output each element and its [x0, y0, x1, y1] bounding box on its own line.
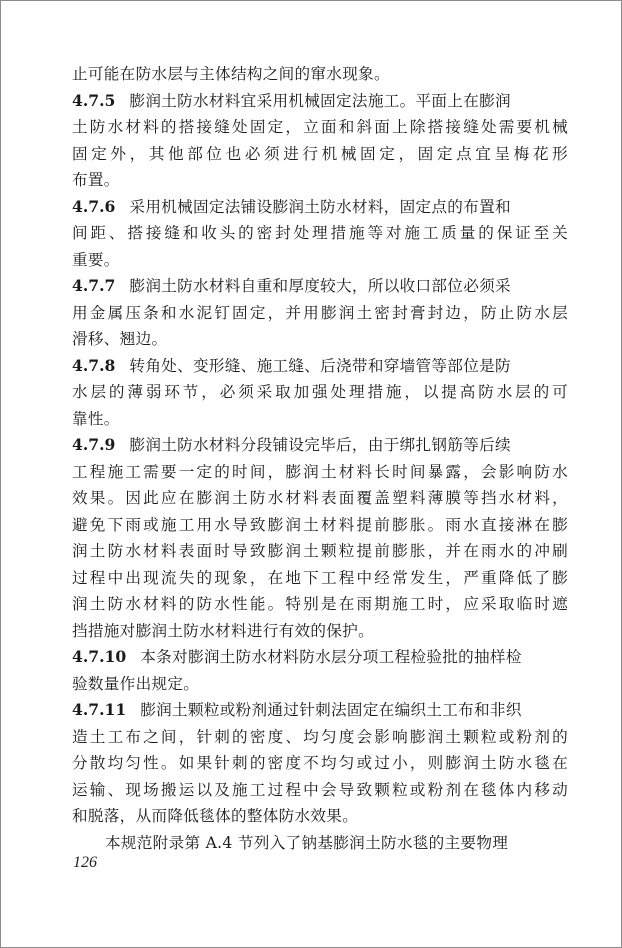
clause-line: 土防水材料的搭接缝处固定，立面和斜面上除搭接缝处需要机械	[72, 118, 568, 136]
clause-text: 膨润土防水材料自重和厚度较大，所以收口部位必须采	[129, 277, 511, 295]
clause-number: 4.7.8	[72, 355, 116, 375]
clause-first-line	[72, 194, 568, 221]
intro-line: 止可能在防水层与主体结构之间的窜水现象。	[72, 65, 390, 83]
clause-line: 运输、现场搬运以及施工过程中会导致颗粒或粉剂在毯体内移动	[72, 780, 568, 799]
clause-first-line	[72, 697, 568, 724]
clause-text: 采用机械固定法铺设膨润土防水材料，固定点的布置和	[129, 197, 511, 216]
clause-number: 4.7.11	[72, 700, 127, 719]
clause-line: 布置。	[72, 171, 120, 189]
clause-first-line	[72, 644, 568, 671]
clause-first-line	[72, 353, 568, 380]
clause-text: 转角处、变形缝、施工缝、后浇带和穿墙管等部位是防	[129, 356, 511, 375]
clause-line: 用金属压条和水泥钉固定，并用膨润土密封膏封边，防止防水层	[72, 303, 568, 322]
page-number: 126	[73, 854, 97, 871]
clause-line: 固定外，其他部位也必须进行机械固定，固定点宜呈梅花形	[72, 144, 568, 163]
clause-text: 本条对膨润土防水材料防水层分项工程检验批的抽样检	[140, 648, 522, 666]
clause-line: 间距、搭接缝和收头的密封处理措施等对施工质量的保证至关	[72, 224, 568, 242]
closing-line: 本规范附录第 A.4 节列入了钠基膨润土防水毯的主要物理	[105, 833, 509, 852]
body-text	[72, 61, 568, 856]
clause-text: 膨润土防水材料宜采用机械固定法施工。平面上在膨润	[129, 91, 511, 110]
clause-line: 水层的薄弱环节，必须采取加强处理措施，以提高防水层的可	[72, 383, 568, 401]
clause-line: 分散均匀性。如果针刺的密度不均匀或过小，则膨润土防水毯在	[72, 754, 568, 772]
clause-line: 避免下雨或施工用水导致膨润土材料提前膨胀。雨水直接淋在膨	[72, 515, 568, 534]
clause-number: 4.7.10	[72, 647, 127, 666]
clause-line: 润土防水材料表面时导致膨润土颗粒提前膨胀，并在雨水的冲刷	[72, 542, 568, 560]
clause-number: 4.7.7	[72, 276, 116, 295]
clause-first-line	[72, 432, 568, 459]
clause-first-line	[72, 88, 568, 115]
clause-line: 和脱落，从而降低毯体的整体防水效果。	[72, 807, 359, 825]
clause-line: 过程中出现流失的现象，在地下工程中经常发生，严重降低了膨	[72, 568, 568, 587]
clause-number: 4.7.5	[72, 90, 116, 110]
clause-line: 效果。因此应在膨润土防水材料表面覆盖塑料薄膜等挡水材料，	[72, 489, 568, 507]
clause-line: 工程施工需要一定的时间，膨润土材料长时间暴露，会影响防水	[72, 462, 568, 481]
clause-line: 验数量作出规定。	[72, 674, 200, 693]
clause-line: 造土工布之间，针刺的密度、均匀度会影响膨润土颗粒或粉剂的	[72, 727, 568, 746]
clause-number: 4.7.9	[72, 435, 116, 454]
clause-line: 滑移、翘边。	[72, 330, 168, 348]
clause-line: 挡措施对膨润土防水材料进行有效的保护。	[72, 621, 374, 640]
clause-line: 靠性。	[72, 409, 120, 428]
clause-number: 4.7.6	[72, 196, 116, 216]
clause-first-line	[72, 273, 568, 300]
clause-line: 润土防水材料的防水性能。特别是在雨期施工时，应采取临时遮	[72, 595, 568, 613]
clause-text: 膨润土防水材料分段铺设完毕后，由于绑扎钢筋等后续	[129, 436, 511, 454]
clause-line: 重要。	[72, 250, 120, 269]
clause-text: 膨润土颗粒或粉剂通过针刺法固定在编织土工布和非织	[140, 701, 522, 719]
